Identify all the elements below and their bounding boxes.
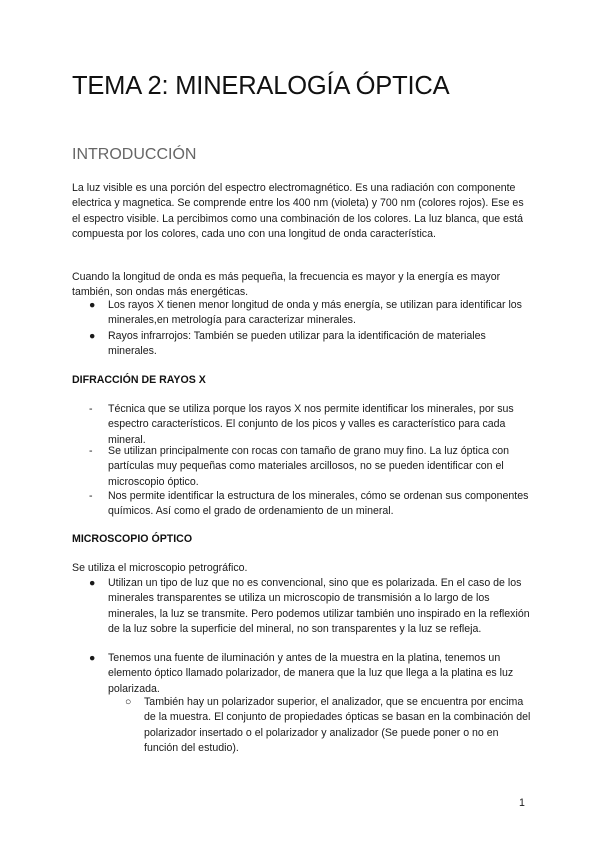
list-item [89, 329, 530, 360]
bullet-marker: ● [89, 299, 96, 311]
page-number: 1 [519, 797, 525, 809]
intro-heading: INTRODUCCIÓN [72, 146, 197, 163]
list-item [89, 576, 530, 638]
list-item-text: Se utilizan principalmente con rocas con tamaño de grano muy fino. La luz óptica con partículas muy pequeñas como materiales arcillosos, no se pueden identificar con el microscopio óptico. [108, 445, 510, 488]
list-item [89, 402, 530, 448]
bullet-marker: ● [89, 652, 96, 664]
dash-marker: - [89, 490, 93, 502]
list-item [89, 298, 530, 329]
list-item-text: Tenemos una fuente de iluminación y antes de la muestra en la platina, tenemos un elemento óptico llamado polarizador, de manera que la luz que llega a la platina es luz polarizada. [108, 652, 514, 695]
list-item [89, 489, 530, 520]
microscopio-intro: Se utiliza el microscopio petrográfico. [72, 562, 248, 574]
list-item [89, 444, 530, 490]
circle-marker: ○ [125, 696, 132, 708]
bullet-marker: ● [89, 330, 96, 342]
list-item [125, 695, 534, 757]
dash-marker: - [89, 403, 93, 415]
page-title: TEMA 2: MINERALOGÍA ÓPTICA [72, 72, 450, 100]
microscopio-heading: MICROSCOPIO ÓPTICO [72, 533, 193, 545]
intro-paragraph-2: Cuando la longitud de onda es más pequeña, la frecuencia es mayor y la energía es mayor también, son ondas más energéticas. [72, 271, 501, 299]
list-item-text: También hay un polarizador superior, el analizador, que se encuentra por encima de la muestra. El conjunto de propiedades ópticas se basan en la combinación del polarizador insertado o el polarizador y analizador (Se puede poner o no en función del estudio). [144, 696, 531, 755]
list-item-text: Nos permite identificar la estructura de los minerales, cómo se ordenan sus componentes químicos. Así como el grado de ordenamiento de un mineral. [108, 490, 529, 518]
list-item [89, 651, 530, 697]
intro-paragraph-1: La luz visible es una porción del espectro electromagnético. Es una radiación con componente electrica y magnetica. Se comprende entre los 400 nm (violeta) y 700 nm (colores rojos). Ese es el espectro visible. La percibimos como una combinación de los colores. La luz blanca, que está compuesta por los colores, cada uno con una longitud de onda característica. [72, 182, 524, 241]
list-item-text: Técnica que se utiliza porque los rayos X nos permite identificar los minerales, por sus espectro característicos. El conjunto de los picos y valles es característico para cada mineral. [108, 403, 514, 446]
list-item-text: Rayos infrarrojos: También se pueden utilizar para la identificación de materiales minerales. [108, 330, 486, 358]
difraccion-heading: DIFRACCIÓN DE RAYOS X [72, 374, 206, 386]
dash-marker: - [89, 445, 93, 457]
bullet-marker: ● [89, 577, 96, 589]
list-item-text: Utilizan un tipo de luz que no es convencional, sino que es polarizada. En el caso de los minerales transparentes se utiliza un microscopio de transmisión a lo largo de los minerales, la luz se transmite. Pero podemos utilizar también uno inspirado en la reflexión de la luz sobre la superficie del mineral, no son transparentes y la luz se refleja. [108, 577, 530, 636]
list-item-text: Los rayos X tienen menor longitud de onda y más energía, se utilizan para identificar los minerales,en metrología para caracterizar minerales. [108, 299, 522, 327]
